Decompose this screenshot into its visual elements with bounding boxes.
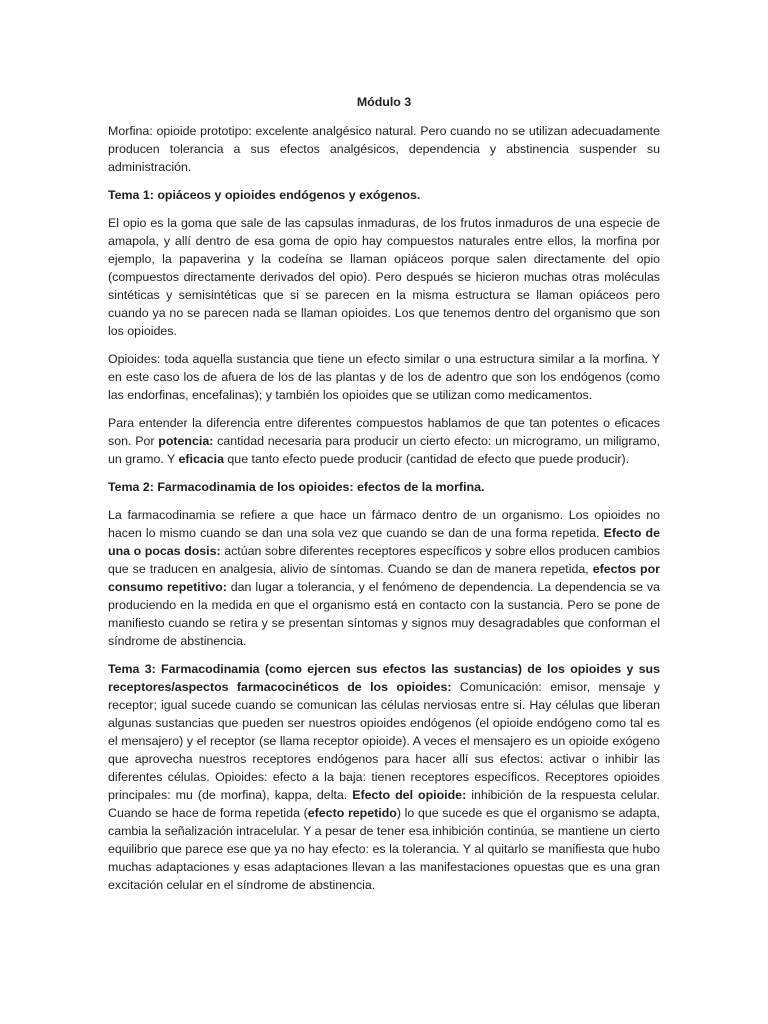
tema2-heading: Tema 2: Farmacodinamia de los opioides: efectos de la morfina. — [108, 480, 485, 494]
text-run: cantidad necesaria para producir un cierto efecto: un microgramo, un miligramo, un gramo. Y — [108, 434, 660, 466]
bold-term-efecto-repetido: efecto repetido — [307, 806, 397, 820]
tema2-paragraph — [108, 506, 660, 650]
tema1-heading: Tema 1: opiáceos y opioides endógenos y exógenos. — [108, 188, 421, 202]
text-run: que tanto efecto puede producir (cantidad de efecto que puede producir). — [223, 452, 630, 466]
bold-term-eficacia: eficacia — [178, 452, 224, 466]
text-run: dan lugar a tolerancia, y el fenómeno de dependencia. La dependencia se va produciendo en la medida en que el organismo está en contacto con la sustancia. Pero se pone de manifiesto cuando se retira y se presentan síntomas y signos muy desagradables que conforman el síndrome de abstinencia. — [108, 580, 660, 648]
tema3-heading: Tema 3: Farmacodinamia (como ejercen sus efectos las sustancias) de los opioides y sus receptores/aspectos farmacocinéticos de los opioides: — [108, 662, 660, 694]
tema1-paragraph-opio: El opio es la goma que sale de las capsulas inmaduras, de los frutos inmaduros de una especie de amapola, y allí dentro de esa goma de opio hay compuestos naturales entre ellos, la morfina por ejemplo, la papaverina y la codeína se llaman opiáceos porque salen directamente del opio (compuestos directamente derivados del opio). Pero después se hicieron muchas otras moléculas sintéticas y semisintéticas que si se parecen en la misma estructura se llaman opiáceos pero cuando ya no se parecen nada se llaman opioides. Los que tenemos dentro del organismo que son los opioides. — [108, 216, 660, 338]
text-run: Comunicación: emisor, mensaje y receptor; igual sucede cuando se comunican las células nerviosas entre si. Hay células que liberan algunas sustancias que pueden ser nuestros opioides endógenos (el opioide endógeno como tal es el mensajero) y el receptor (se llama receptor opioide). A veces el mensajero es un opioide exógeno que aprovecha nuestros receptores endógenos para hacer allí sus efectos: activar o inhibir las diferentes células. Opioides: efecto a la baja: tienen receptores específicos. Receptores opioides principales: mu (de morfina), kappa, delta. — [108, 680, 660, 802]
text-run: La farmacodinamia se refiere a que hace un fármaco dentro de un organismo. Los opioides no hacen lo mismo cuando se dan una sola vez que cuando se dan de una forma repetida. — [108, 508, 660, 540]
bold-term-efecto-opioide: Efecto del opioide: — [352, 788, 467, 802]
bold-term-potencia: potencia: — [158, 434, 214, 448]
text-run: Para entender la diferencia entre diferentes compuestos hablamos de que tan potentes o eficaces son. Por — [108, 416, 660, 448]
document-title: Módulo 3 — [356, 95, 412, 109]
tema1-paragraph-opioides: Opioides: toda aquella sustancia que tiene un efecto similar o una estructura similar a la morfina. Y en este caso los de afuera de los de las plantas y de los de adentro que son los endógenos (como las endorfinas, encefalinas); y también los opioides que se utilizan como medicamentos. — [108, 352, 660, 402]
text-run: inhibición de la respuesta celular. Cuando se hace de forma repetida ( — [108, 788, 660, 820]
tema3-paragraph — [108, 660, 660, 894]
text-run: ) lo que sucede es que el organismo se adapta, cambia la señalización intracelular. Y a pesar de tener esa inhibición continúa, se mantiene un cierto equilibrio que parece ese que ya no hay efecto: es la tolerancia. Y al quitarlo se manifiesta que hubo muchas adaptaciones y esas adaptaciones llevan a las manifestaciones opuestas que es una gran excitación celular en el síndrome de abstinencia. — [108, 806, 660, 892]
tema1-paragraph-potencia — [108, 414, 660, 468]
intro-paragraph: Morfina: opioide prototipo: excelente analgésico natural. Pero cuando no se utilizan adecuadamente producen tolerancia a sus efectos analgésicos, dependencia y abstinencia suspender su administración. — [108, 124, 660, 174]
bold-term-consumo-repetitivo: efectos por consumo repetitivo: — [108, 562, 660, 594]
bold-term-pocas-dosis: Efecto de una o pocas dosis: — [108, 526, 660, 558]
text-run: actúan sobre diferentes receptores específicos y sobre ellos producen cambios que se traducen en analgesia, alivio de síntomas. Cuando se dan de manera repetida, — [108, 544, 660, 576]
document-page — [108, 93, 660, 904]
